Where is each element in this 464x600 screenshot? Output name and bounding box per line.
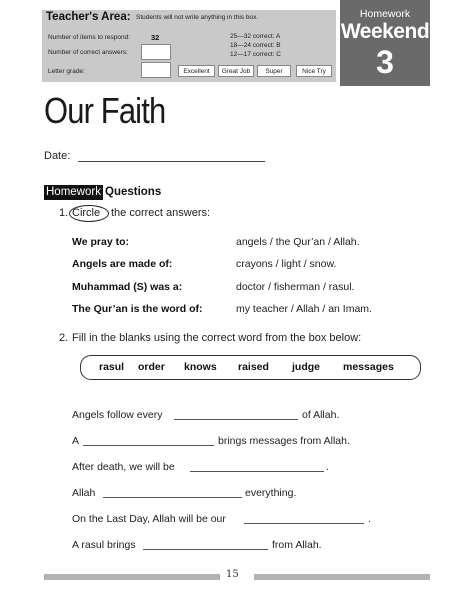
weekend-badge bbox=[340, 0, 430, 86]
blank-4-before: Allah bbox=[72, 487, 96, 499]
blank-4-after: everything. bbox=[245, 487, 297, 499]
page-number: 15 bbox=[226, 569, 239, 580]
teacher-area-note: Students will not write anything in this box. bbox=[136, 14, 259, 21]
question-1-text: the correct answers: bbox=[111, 207, 211, 219]
grade-scale-c: 12—17 correct: C bbox=[230, 51, 281, 58]
grade-scale-a: 25—32 correct: A bbox=[230, 33, 281, 40]
blank-3-field[interactable] bbox=[190, 471, 324, 472]
blank-6-after: from Allah. bbox=[272, 539, 322, 551]
q1-row-2-prompt: Angels are made of: bbox=[72, 258, 173, 270]
blank-1-after: of Allah. bbox=[302, 409, 340, 421]
question-2-number: 2. bbox=[59, 332, 69, 344]
blank-6-field[interactable] bbox=[143, 549, 268, 550]
blank-6-before: A rasul brings bbox=[72, 539, 136, 551]
q1-row-4-prompt: The Qur’an is the word of: bbox=[72, 303, 203, 315]
blank-5-after: . bbox=[368, 513, 371, 525]
letter-grade-field[interactable] bbox=[141, 62, 171, 78]
q1-row-4-choices[interactable]: my teacher / Allah / an Imam. bbox=[236, 303, 372, 315]
blank-4-field[interactable] bbox=[103, 497, 242, 498]
section-title: Questions bbox=[105, 186, 162, 198]
badge-number: 3 bbox=[376, 44, 394, 80]
excellent-option[interactable]: Excellent bbox=[178, 65, 215, 77]
date-label: Date: bbox=[44, 150, 71, 162]
section-tag: Homework bbox=[46, 186, 101, 198]
footer-bar-left bbox=[44, 574, 220, 580]
question-2-text: Fill in the blanks using the correct word from the box below: bbox=[72, 332, 362, 344]
blank-3-before: After death, we will be bbox=[72, 461, 175, 473]
question-1-number: 1. bbox=[59, 207, 69, 219]
circle-word: Circle bbox=[72, 207, 101, 219]
blank-5-field[interactable] bbox=[244, 523, 364, 524]
items-value: 32 bbox=[151, 33, 160, 42]
teacher-area-title: Teacher's Area: bbox=[46, 11, 131, 23]
nice-try-option[interactable]: Nice Try bbox=[296, 65, 332, 77]
blank-1-before: Angels follow every bbox=[72, 409, 163, 421]
word-bank-item: knows bbox=[184, 361, 217, 373]
q1-row-2-choices[interactable]: crayons / light / snow. bbox=[236, 258, 337, 270]
great-job-option[interactable]: Great Job bbox=[218, 65, 254, 77]
blank-2-after: brings messages from Allah. bbox=[218, 435, 350, 447]
items-label: Number of items to respond: bbox=[48, 34, 131, 41]
badge-weekend-label: Weekend bbox=[340, 20, 430, 43]
q1-row-3-choices[interactable]: doctor / fisherman / rasul. bbox=[236, 281, 355, 293]
word-bank-item: judge bbox=[292, 361, 320, 373]
badge-homework-label: Homework bbox=[359, 8, 411, 20]
word-bank-item: raised bbox=[238, 361, 269, 373]
super-option[interactable]: Super bbox=[257, 65, 291, 77]
q1-row-3-prompt: Muhammad (S) was a: bbox=[72, 281, 183, 293]
grade-scale-b: 18—24 correct: B bbox=[230, 42, 281, 49]
blank-3-after: . bbox=[326, 461, 329, 473]
page-title: Our Faith bbox=[44, 90, 166, 131]
blank-1-field[interactable] bbox=[174, 419, 298, 420]
circle-mark bbox=[69, 205, 109, 222]
letter-grade-label: Letter grade: bbox=[48, 68, 85, 75]
word-bank-item: messages bbox=[343, 361, 394, 373]
blank-5-before: On the Last Day, Allah will be our bbox=[72, 513, 226, 525]
word-bank-item: order bbox=[138, 361, 165, 373]
q1-row-1-prompt: We pray to: bbox=[72, 236, 129, 248]
blank-2-field[interactable] bbox=[83, 445, 214, 446]
word-bank-item: rasul bbox=[99, 361, 125, 373]
correct-answers-label: Number of correct answers: bbox=[48, 49, 128, 56]
date-field[interactable] bbox=[78, 161, 265, 162]
q1-row-1-choices[interactable]: angels / the Qur’an / Allah. bbox=[236, 236, 360, 248]
footer-bar-right bbox=[254, 574, 430, 580]
correct-answers-field[interactable] bbox=[141, 44, 171, 60]
blank-2-before: A bbox=[72, 435, 80, 447]
